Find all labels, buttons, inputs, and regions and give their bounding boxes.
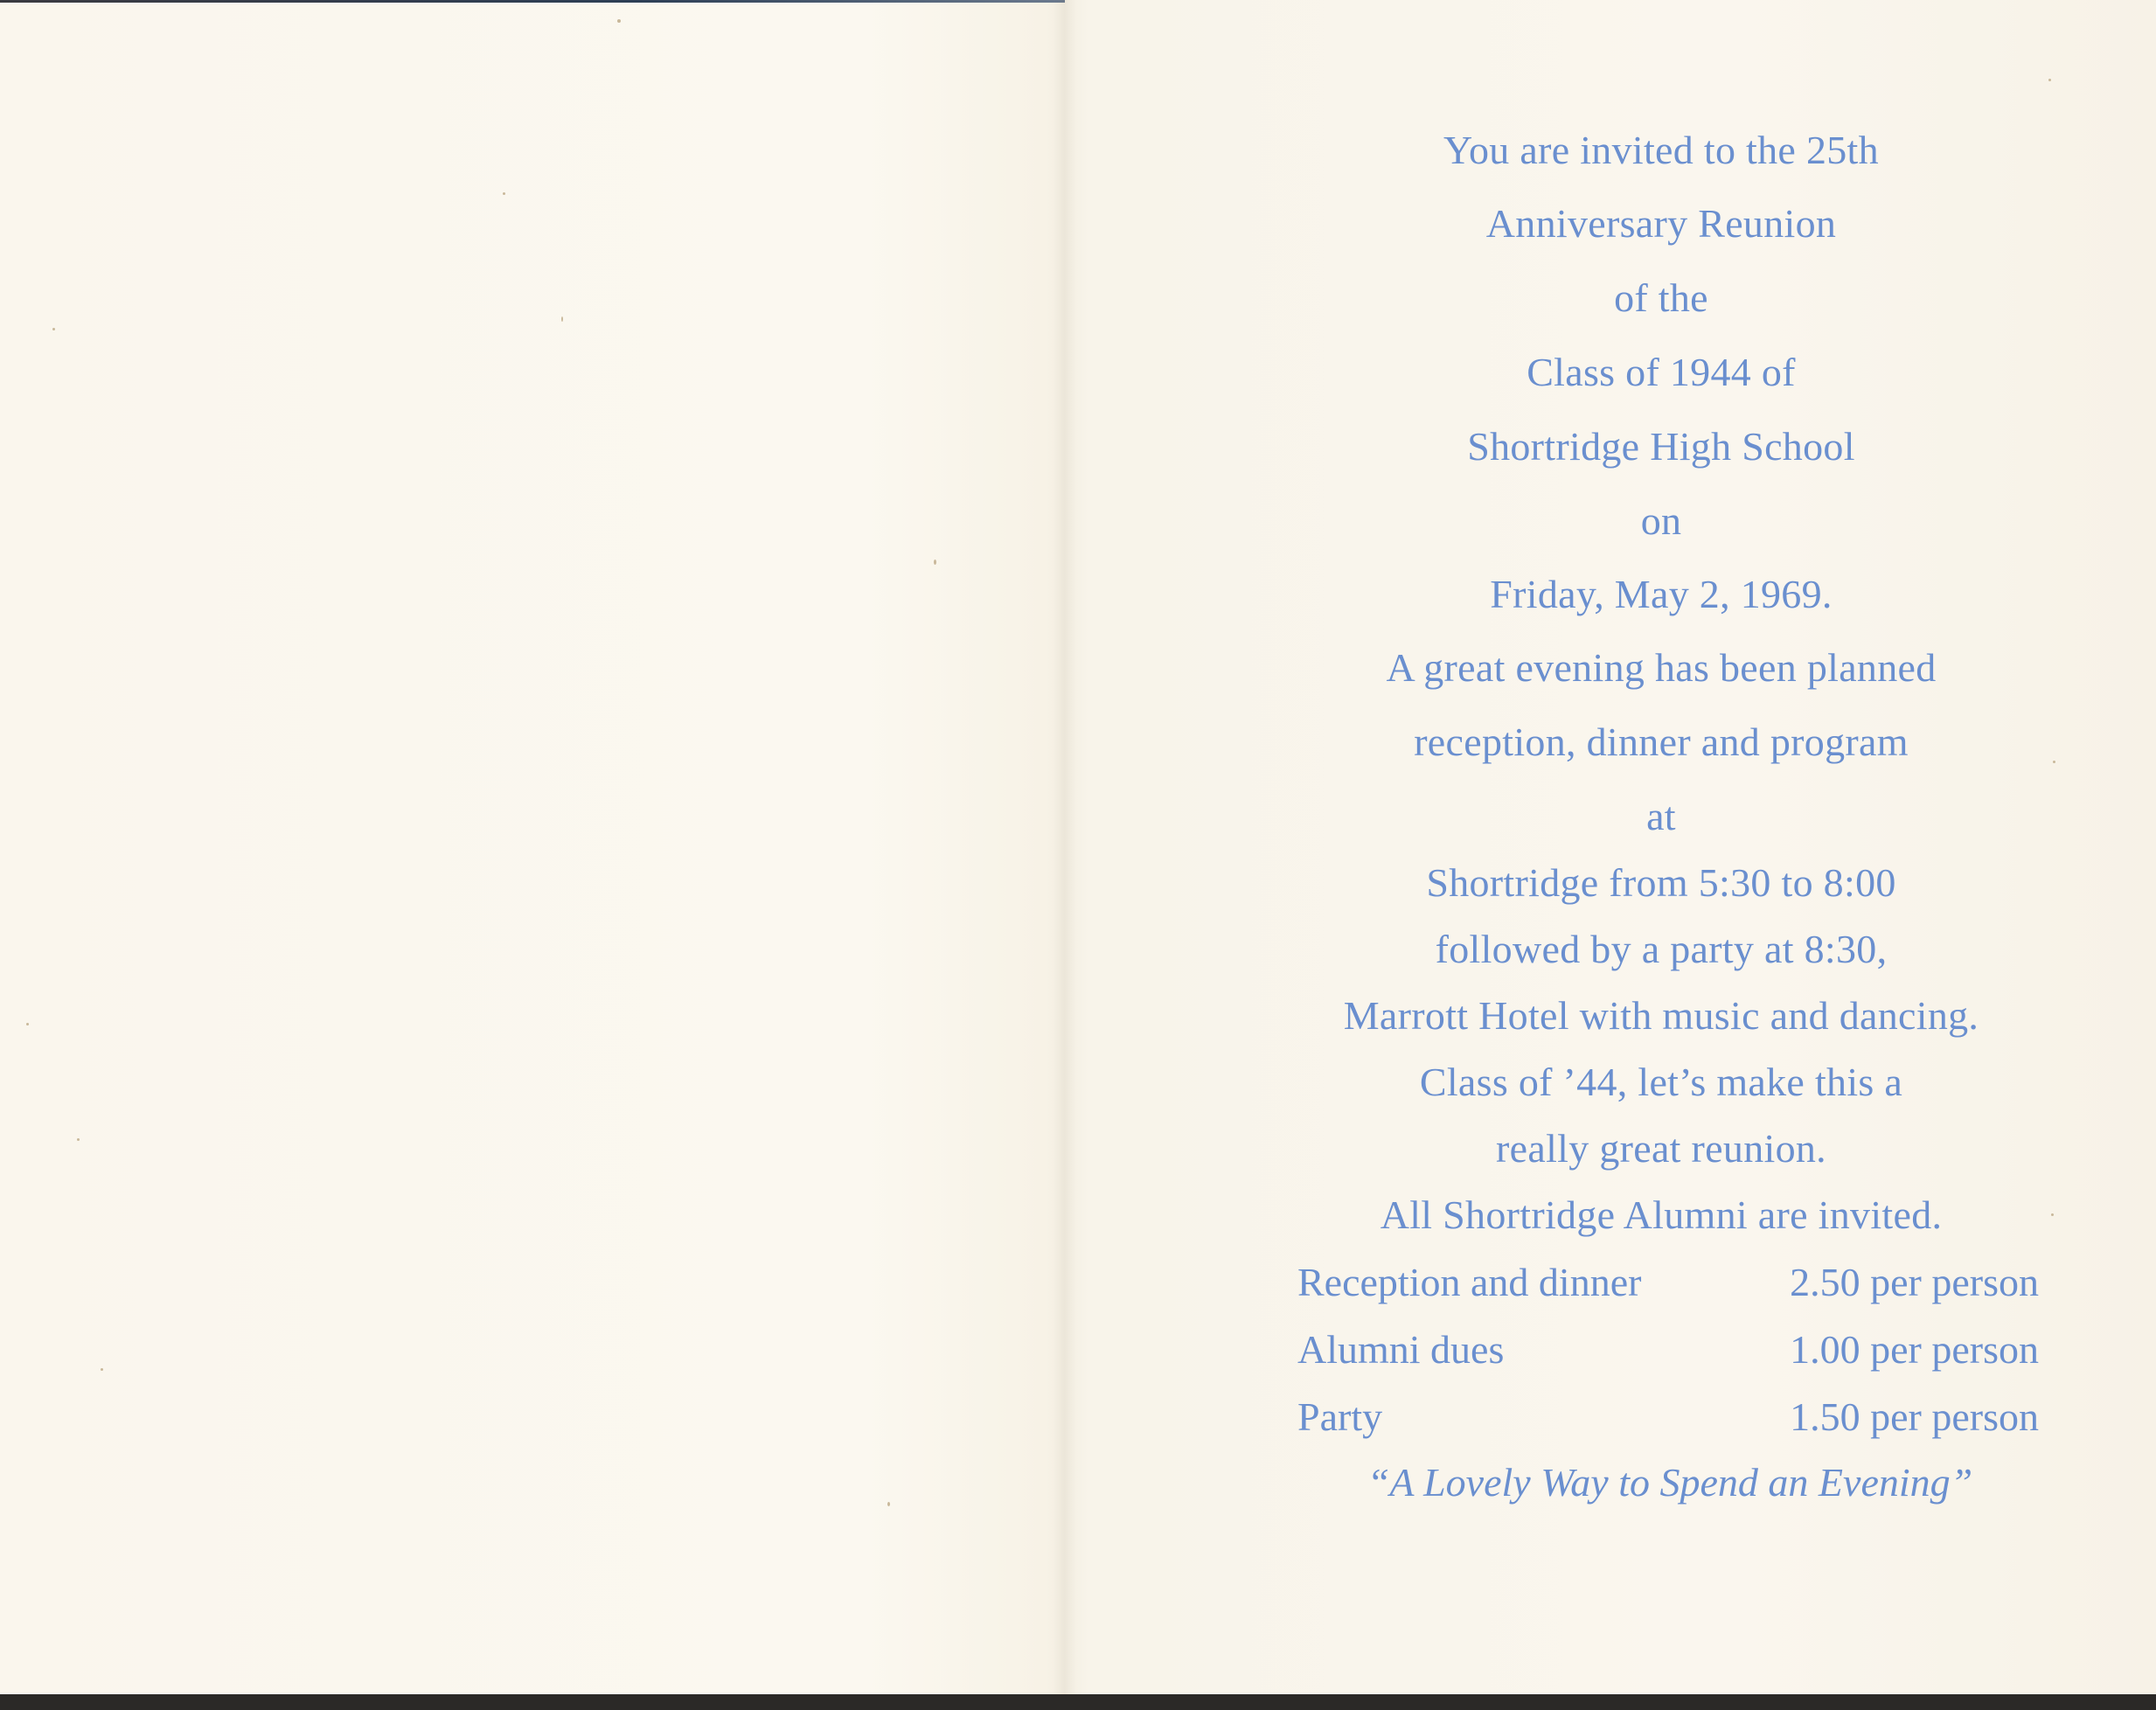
paper-speck xyxy=(503,192,505,195)
scan-edge-strip xyxy=(0,0,1065,3)
invitation-line: Class of ’44, let’s make this a xyxy=(1419,1060,1903,1104)
price-row xyxy=(1297,1248,2039,1316)
invitation-line: really great reunion. xyxy=(1496,1126,1826,1171)
invitation-line: Friday, May 2, 1969. xyxy=(1490,572,1833,616)
price-item: Alumni dues xyxy=(1297,1327,1505,1372)
price-amount: 2.50 per person xyxy=(1790,1260,2039,1304)
invitation-line: A great evening has been planned xyxy=(1386,645,1937,690)
invitation-line: reception, dinner and program xyxy=(1414,719,1909,764)
price-amount: 1.00 per person xyxy=(1790,1327,2039,1372)
invitation-line: Shortridge from 5:30 to 8:00 xyxy=(1426,860,1896,905)
closing-motto: “A Lovely Way to Spend an Evening” xyxy=(1367,1460,1973,1505)
paper-speck xyxy=(77,1138,80,1141)
price-amount: 1.50 per person xyxy=(1790,1394,2039,1439)
invitation-line: Class of 1944 of xyxy=(1527,350,1796,394)
paper-speck xyxy=(2048,79,2051,81)
invitation-line: followed by a party at 8:30, xyxy=(1435,927,1888,971)
left-page-blank xyxy=(0,0,1065,1694)
paper-speck xyxy=(887,1502,890,1506)
invitation-line: at xyxy=(1646,794,1676,838)
price-row xyxy=(1297,1316,2039,1383)
paper-speck xyxy=(617,19,621,23)
invitation-line: Anniversary Reunion xyxy=(1485,201,1837,246)
price-item: Party xyxy=(1297,1394,1383,1439)
scan-bottom-edge xyxy=(0,1694,2156,1710)
price-list xyxy=(1297,1248,2039,1450)
invitation-line: Shortridge High School xyxy=(1467,424,1855,469)
invitation-line: on xyxy=(1640,498,1682,543)
price-item: Reception and dinner xyxy=(1297,1260,1642,1304)
invitation-line: Marrott Hotel with music and dancing. xyxy=(1343,993,1979,1038)
price-row xyxy=(1297,1383,2039,1450)
paper-speck xyxy=(26,1023,29,1025)
invitation-text xyxy=(1259,117,2063,1248)
paper-speck xyxy=(934,560,936,565)
invitation-line: You are invited to the 25th xyxy=(1443,128,1879,172)
paper-speck xyxy=(101,1368,103,1371)
invitation-line: All Shortridge Alumni are invited. xyxy=(1380,1192,1943,1237)
invitation-line: of the xyxy=(1614,275,1708,320)
paper-speck xyxy=(561,316,563,322)
paper-speck xyxy=(52,328,55,330)
